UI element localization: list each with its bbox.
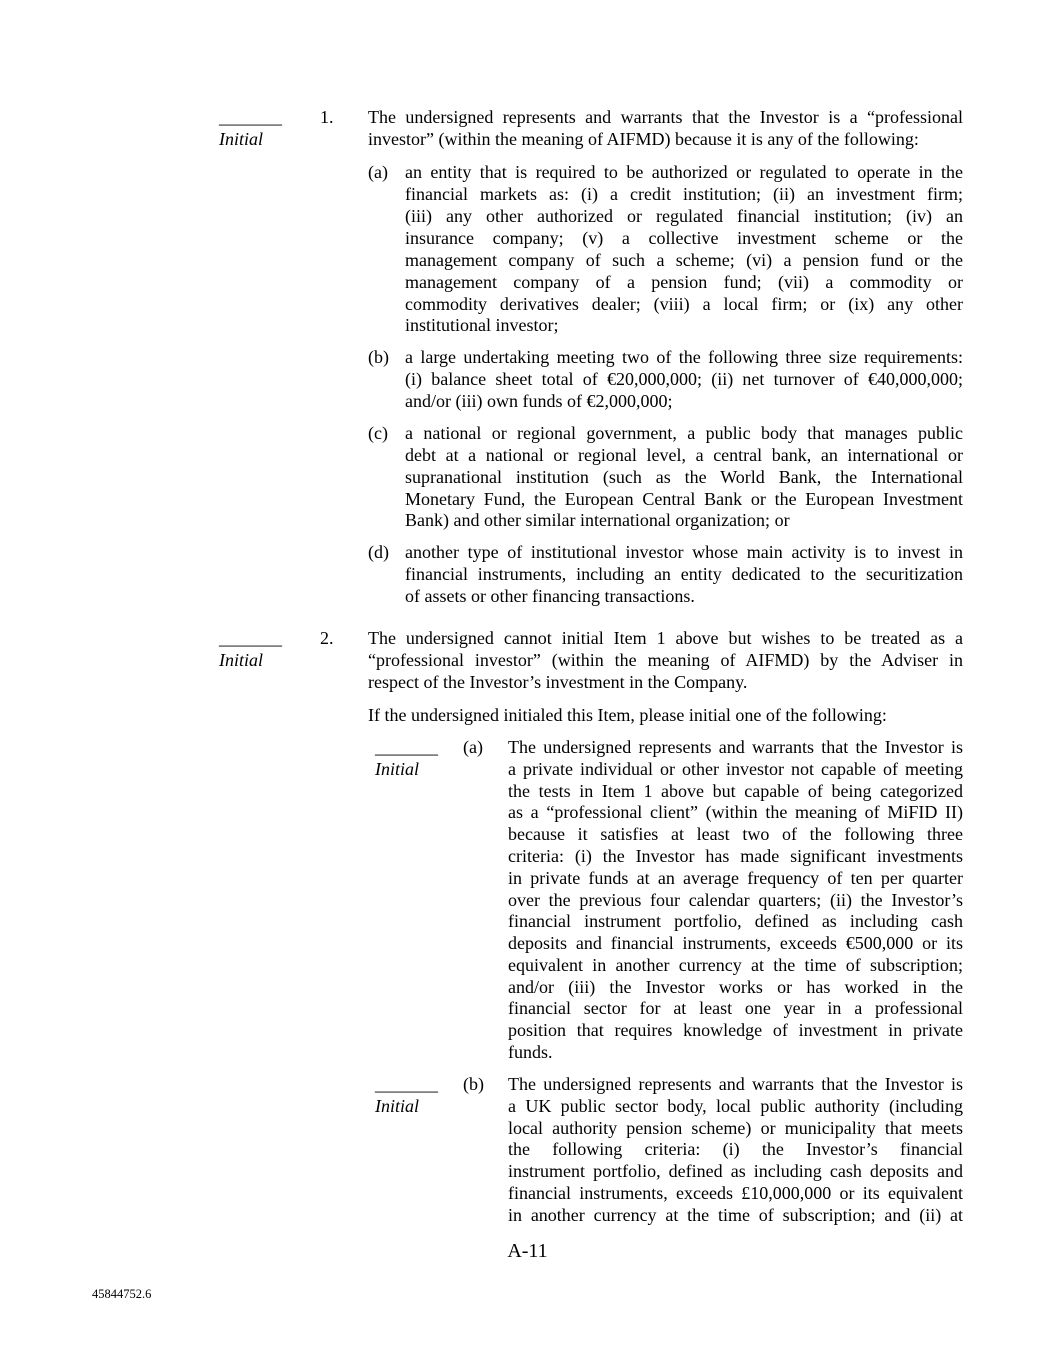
item-2b-line: local authority pension scheme) or municipality that meets xyxy=(508,1118,963,1138)
item-1b-line: (i) balance sheet total of €20,000,000; (ii) net turnover of €40,000,000; xyxy=(405,369,963,389)
initial-label-item-1: Initial xyxy=(219,129,263,149)
initial-blank-item-2b[interactable]: _______ xyxy=(375,1074,438,1094)
initial-blank-item-2[interactable]: _______ xyxy=(219,628,282,648)
item-2a-label: (a) xyxy=(463,737,483,757)
item-2-instruction: If the undersigned initialed this Item, please initial one of the following: xyxy=(368,705,887,725)
item-1-line: The undersigned represents and warrants that the Investor is a “professional xyxy=(368,107,963,127)
item-2b-line: in another currency at the time of subscription; and (ii) at xyxy=(508,1205,963,1225)
item-1d-line: of assets or other financing transactions. xyxy=(405,586,695,606)
item-1c-line: debt at a national or regional level, a central bank, an international or xyxy=(405,445,963,465)
item-2b-line: financial instruments, exceeds £10,000,000 or its equivalent xyxy=(508,1183,963,1203)
item-2a-line: because it satisfies at least two of the following three xyxy=(508,824,963,844)
document-id: 45844752.6 xyxy=(92,1287,152,1301)
item-1d-line: another type of institutional investor whose main activity is to invest in xyxy=(405,542,963,562)
item-1c-line: a national or regional government, a public body that manages public xyxy=(405,423,963,443)
item-1a-line: an entity that is required to be authorized or regulated to operate in the xyxy=(405,162,963,182)
item-2a-line: position that requires knowledge of investment in private xyxy=(508,1020,963,1040)
item-2a-line: criteria: (i) the Investor has made significant investments xyxy=(508,846,963,866)
item-1-line: investor” (within the meaning of AIFMD) because it is any of the following: xyxy=(368,129,919,149)
item-1d-label: (d) xyxy=(368,542,389,562)
initial-blank-item-2a[interactable]: _______ xyxy=(375,737,438,757)
item-1d-line: financial instruments, including an entity dedicated to the securitization xyxy=(405,564,963,584)
item-2-line: respect of the Investor’s investment in the Company. xyxy=(368,672,748,692)
item-2b-line: instrument portfolio, defined as including cash deposits and xyxy=(508,1161,963,1181)
item-2a-line: over the previous four calendar quarters; (ii) the Investor’s xyxy=(508,890,963,910)
item-1a-line: management company of such a scheme; (vi) a pension fund or the xyxy=(405,250,963,270)
item-2a-line: a private individual or other investor not capable of meeting xyxy=(508,759,963,779)
item-2a-line: The undersigned represents and warrants that the Investor is xyxy=(508,737,963,757)
item-2b-line: the following criteria: (i) the Investor’s financial xyxy=(508,1139,963,1159)
item-2-number: 2. xyxy=(320,628,334,648)
item-1b-line: and/or (iii) own funds of €2,000,000; xyxy=(405,391,673,411)
item-1c-label: (c) xyxy=(368,423,388,443)
initial-label-item-2: Initial xyxy=(219,650,263,670)
item-1c-line: Bank) and other similar international organization; or xyxy=(405,510,790,530)
item-1a-line: institutional investor; xyxy=(405,315,559,335)
item-1b-line: a large undertaking meeting two of the following three size requirements: xyxy=(405,347,963,367)
item-2a-line: as a “professional client” (within the meaning of MiFID II) xyxy=(508,802,963,822)
item-2b-label: (b) xyxy=(463,1074,484,1094)
item-2-line: “professional investor” (within the meaning of AIFMD) by the Adviser in xyxy=(368,650,963,670)
item-2b-line: The undersigned represents and warrants that the Investor is xyxy=(508,1074,963,1094)
item-1c-line: supranational institution (such as the World Bank, the International xyxy=(405,467,963,487)
initial-label-item-2a: Initial xyxy=(375,759,419,779)
page-number: A-11 xyxy=(507,1240,548,1262)
item-1a-line: financial markets as: (i) a credit institution; (ii) an investment firm; xyxy=(405,184,963,204)
initial-blank-item-1[interactable]: _______ xyxy=(219,107,282,127)
item-2a-line: and/or (iii) the Investor works or has worked in the xyxy=(508,977,963,997)
item-1a-line: insurance company; (v) a collective investment scheme or the xyxy=(405,228,963,248)
item-2b-line: a UK public sector body, local public authority (including xyxy=(508,1096,963,1116)
item-1b-label: (b) xyxy=(368,347,389,367)
item-1a-label: (a) xyxy=(368,162,388,182)
item-2a-line: financial sector for at least one year in a professional xyxy=(508,998,963,1018)
item-2-line: The undersigned cannot initial Item 1 above but wishes to be treated as a xyxy=(368,628,963,648)
item-1-number: 1. xyxy=(320,107,334,127)
item-1a-line: management company of a pension fund; (vii) a commodity or xyxy=(405,272,963,292)
item-2a-line: financial instrument portfolio, defined as including cash xyxy=(508,911,963,931)
initial-label-item-2b: Initial xyxy=(375,1096,419,1116)
item-2a-line: the tests in Item 1 above but capable of being categorized xyxy=(508,781,963,801)
item-2a-line: equivalent in another currency at the time of subscription; xyxy=(508,955,963,975)
item-2a-line: deposits and financial instruments, exceeds €500,000 or its xyxy=(508,933,963,953)
item-1c-line: Monetary Fund, the European Central Bank or the European Investment xyxy=(405,489,963,509)
item-1a-line: (iii) any other authorized or regulated financial institution; (iv) an xyxy=(405,206,963,226)
item-2a-line: funds. xyxy=(508,1042,553,1062)
item-1a-line: commodity derivatives dealer; (viii) a local firm; or (ix) any other xyxy=(405,294,963,314)
item-2a-line: in private funds at an average frequency of ten per quarter xyxy=(508,868,963,888)
